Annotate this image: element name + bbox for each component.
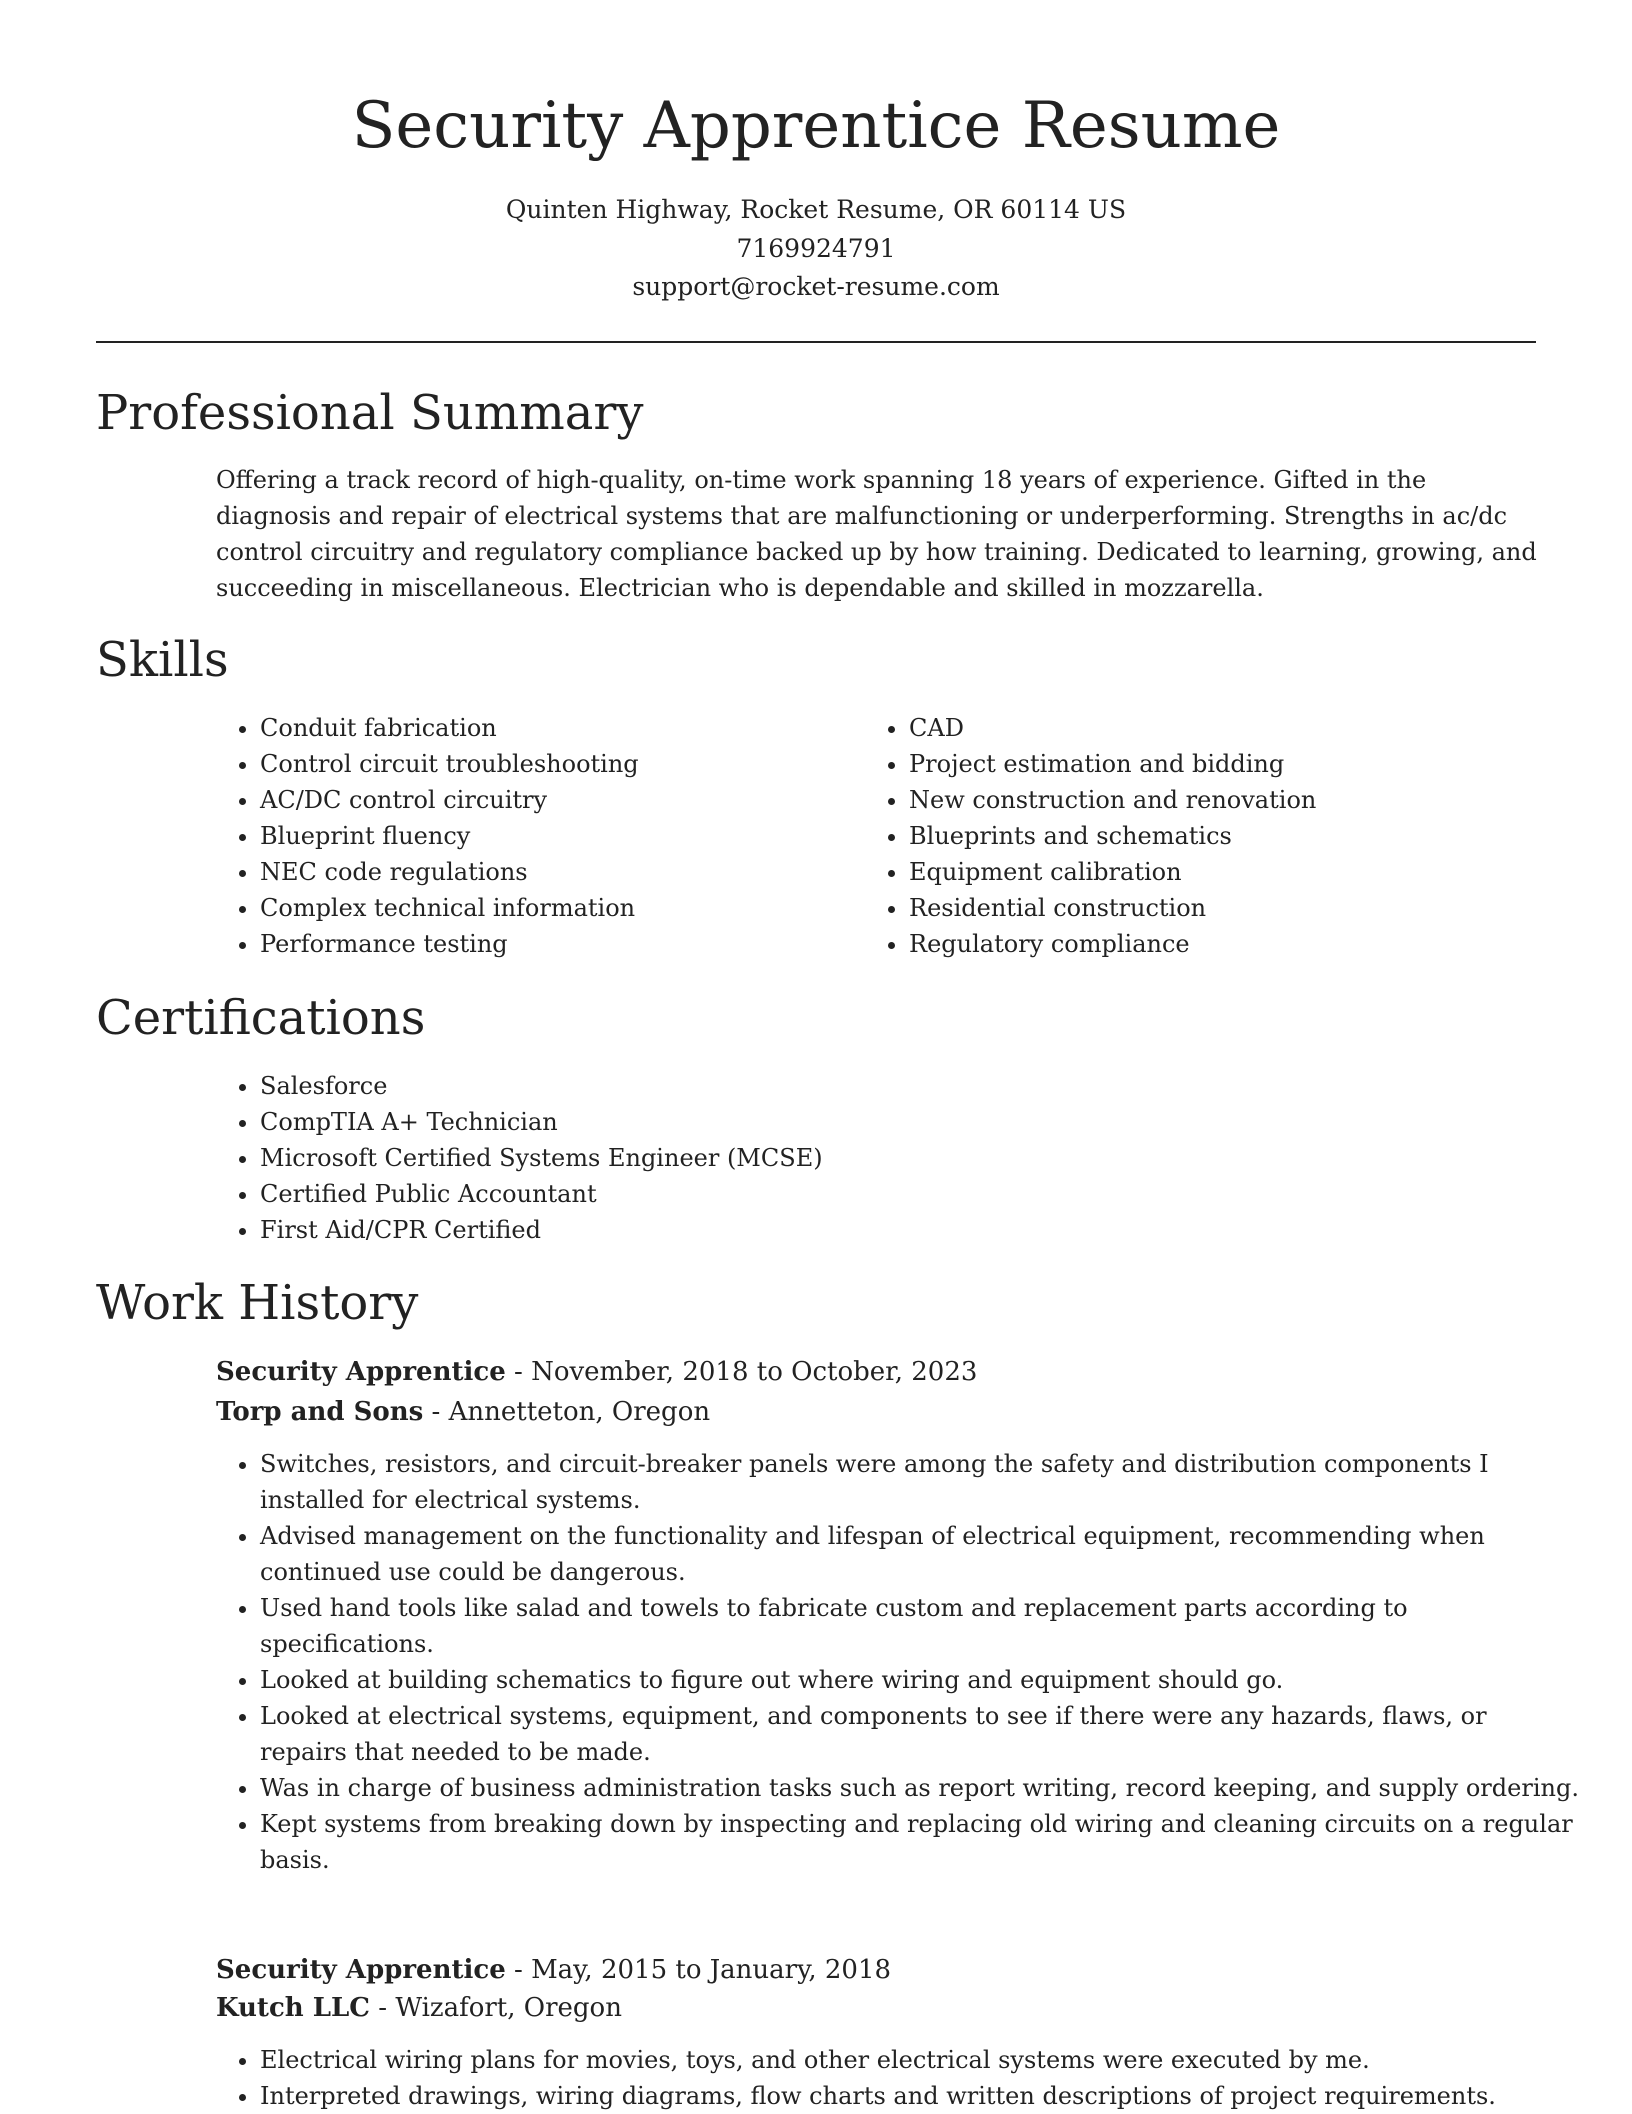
job-title-line: Security Apprentice - May, 2015 to January, 2018 bbox=[216, 1955, 892, 1985]
header-divider bbox=[96, 341, 1536, 343]
skill-item: • AC/DC control circuitry bbox=[260, 782, 820, 818]
skill-item: • Blueprint fluency bbox=[260, 818, 820, 854]
summary-heading: Professional Summary bbox=[96, 385, 644, 441]
job-dates: May, 2015 to January, 2018 bbox=[531, 1955, 892, 1985]
skill-item: • Equipment calibration bbox=[909, 854, 1509, 890]
job-company-line: Kutch LLC - Wizafort, Oregon bbox=[216, 1993, 622, 2023]
contact-email: support@rocket-resume.com bbox=[632, 272, 1000, 301]
job-bullets bbox=[216, 1446, 1580, 1878]
job-bullets bbox=[216, 2042, 1580, 2114]
job-bullet: • Looked at building schematics to figure out where wiring and equipment should go. bbox=[260, 1662, 1580, 1698]
certifications-list bbox=[216, 1068, 1560, 1248]
certification-item: • Microsoft Certified Systems Engineer (MCSE) bbox=[260, 1140, 1560, 1176]
job-location: Annetteton, Oregon bbox=[448, 1397, 711, 1427]
skill-item: • Blueprints and schematics bbox=[909, 818, 1509, 854]
job-company: Kutch LLC bbox=[216, 1993, 370, 2023]
job-bullet: • Interpreted drawings, wiring diagrams, flow charts and written descriptions of project requirements. bbox=[260, 2078, 1580, 2114]
skill-item: • Residential construction bbox=[909, 890, 1509, 926]
skill-item: • Regulatory compliance bbox=[909, 926, 1509, 962]
skills-heading: Skills bbox=[96, 632, 229, 688]
job-bullet: • Used hand tools like salad and towels to fabricate custom and replacement parts according to specifications. bbox=[260, 1590, 1580, 1662]
certifications-heading: Certifications bbox=[96, 990, 426, 1046]
job-bullet: • Advised management on the functionality and lifespan of electrical equipment, recommending when continued use could be dangerous. bbox=[260, 1518, 1580, 1590]
job-bullet: • Was in charge of business administration tasks such as report writing, record keeping, and supply ordering. bbox=[260, 1770, 1580, 1806]
certification-item: • CompTIA A+ Technician bbox=[260, 1104, 1560, 1140]
skill-item: • Performance testing bbox=[260, 926, 820, 962]
job-title: Security Apprentice bbox=[216, 1357, 506, 1387]
job-location: Wizafort, Oregon bbox=[395, 1993, 622, 2023]
skills-list-left bbox=[216, 710, 820, 962]
job-title-line: Security Apprentice - November, 2018 to October, 2023 bbox=[216, 1357, 978, 1387]
job-bullet: • Switches, resistors, and circuit-breaker panels were among the safety and distribution components I installed for electrical systems. bbox=[260, 1446, 1580, 1518]
resume-title: Security Apprentice Resume bbox=[351, 89, 1281, 163]
job-bullet: • Kept systems from breaking down by inspecting and replacing old wiring and cleaning circuits on a regular basis. bbox=[260, 1806, 1580, 1878]
certification-item: • First Aid/CPR Certified bbox=[260, 1212, 1560, 1248]
job-dates: November, 2018 to October, 2023 bbox=[531, 1357, 978, 1387]
skills-list-right bbox=[865, 710, 1509, 962]
certification-item: • Certified Public Accountant bbox=[260, 1176, 1560, 1212]
skill-item: • Complex technical information bbox=[260, 890, 820, 926]
job-bullet: • Electrical wiring plans for movies, toys, and other electrical systems were executed by me. bbox=[260, 2042, 1580, 2078]
skill-item: • New construction and renovation bbox=[909, 782, 1509, 818]
contact-phone: 7169924791 bbox=[736, 234, 896, 263]
skill-item: • Conduit fabrication bbox=[260, 710, 820, 746]
certification-item: • Salesforce bbox=[260, 1068, 1560, 1104]
job-bullet: • Looked at electrical systems, equipment, and components to see if there were any hazards, flaws, or repairs that needed to be made. bbox=[260, 1698, 1580, 1770]
skill-item: • Control circuit troubleshooting bbox=[260, 746, 820, 782]
work-history-heading: Work History bbox=[96, 1275, 419, 1331]
job-company: Torp and Sons bbox=[216, 1397, 424, 1427]
contact-address: Quinten Highway, Rocket Resume, OR 60114 US bbox=[505, 195, 1127, 224]
summary-text: Offering a track record of high-quality, on-time work spanning 18 years of experience. Gifted in the diagnosis and repair of electrical systems that are malfunctioning or underperforming. Strengths in ac/dc control circuitry and regulatory compliance backed up by how training. Dedicated to learning, growing, and succeeding in miscellaneous. Electrician who is dependable and skilled in mozzarella. bbox=[216, 466, 1537, 602]
job-company-line: Torp and Sons - Annetteton, Oregon bbox=[216, 1397, 711, 1427]
skill-item: • CAD bbox=[909, 710, 1509, 746]
skill-item: • NEC code regulations bbox=[260, 854, 820, 890]
skill-item: • Project estimation and bidding bbox=[909, 746, 1509, 782]
job-title: Security Apprentice bbox=[216, 1955, 506, 1985]
